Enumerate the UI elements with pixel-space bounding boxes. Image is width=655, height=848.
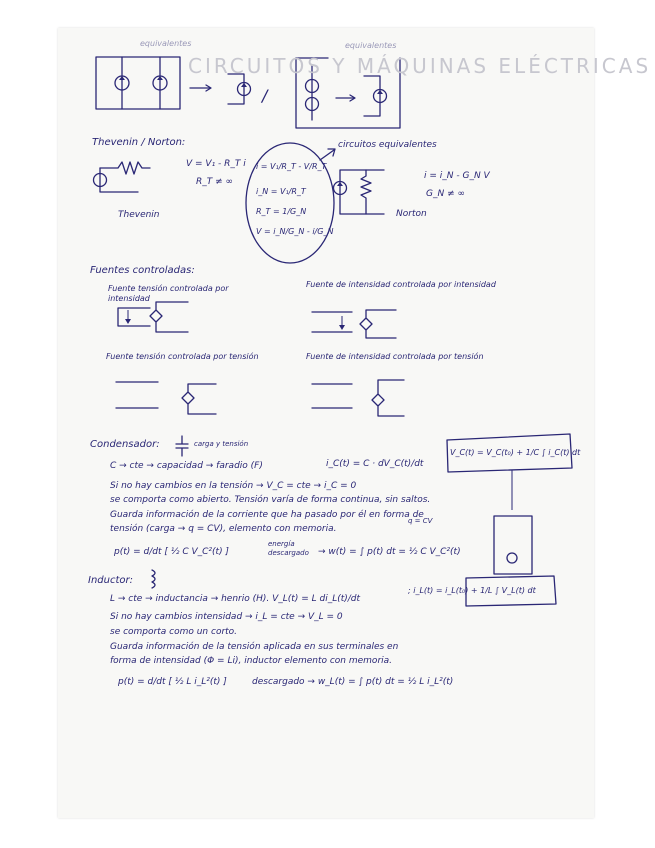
section-title-fuentes: Fuentes controladas: [90,265,195,276]
inductor-power-formula: p(t) = d/dt [ ½ L i_L²(t) ] [118,677,227,687]
capacitor-line-2: Si no hay cambios en la tensión → V_C = cte → i_C = 0 [110,481,357,491]
source-item-1: Fuente tensión controlada por intensidad [108,284,229,304]
source-item-4: Fuente de intensidad controlada por tensión [306,352,484,361]
formula-bubble [246,143,334,263]
condensador-note: carga y tensión [194,440,249,448]
controlled-source-4 [312,384,352,408]
formula: G_N ≠ ∞ [426,189,465,199]
header-label-right: equivalentes [345,41,397,50]
capacitor-line-5: tensión (carga → q = CV), elemento con memoria. [110,524,337,534]
section-title-thevenin-norton: Thevenin / Norton: [92,137,186,148]
capacitor-energy-formula: → w(t) = ∫ p(t) dt = ½ C V_C²(t) [318,547,461,557]
resistor-icon [100,162,150,174]
section-title-inductor: Inductor: [88,575,133,586]
formula: i = i_N - G_N V [424,171,490,181]
dependent-current-source-icon [372,380,404,416]
source-item-2: Fuente de intensidad controlada por intensidad [306,280,496,289]
dependent-voltage-source-icon [182,384,216,414]
capacitor-circuit-sketch [494,516,532,574]
formula: V = i_N/G_N - i/G_N [256,227,334,236]
formula: V = V₁ - R_T i [186,159,246,169]
capacitor-line-4: Guarda información de la corriente que ha pasado por él en forma de [110,510,424,520]
thevenin-label: Thevenin [118,210,160,220]
controlled-source-3 [116,382,158,408]
formula: R_T ≠ ∞ [196,177,234,187]
capacitor-power-formula: p(t) = d/dt [ ½ C V_C²(t) ] [114,547,229,557]
capacitor-line-1: C → cte → capacidad → faradio (F) [110,461,263,471]
dependent-current-source-icon [360,310,396,338]
formula: R_T = 1/G_N [256,207,307,216]
bleed-through-title: CIRCUITOS Y MÁQUINAS ELÉCTRICAS [188,54,652,78]
current-source-icon [507,553,517,563]
thevenin-circuit [100,168,138,192]
source-item-3: Fuente tensión controlada por tensión [106,352,259,361]
energia-label: energía descargado [268,540,309,558]
charge-note: q = CV [408,517,433,525]
norton-circuit [340,170,384,214]
inductor-line-3: se comporta como un corto. [110,627,238,637]
inductor-icon [152,570,155,588]
inductor-energy-formula: descargado → w_L(t) = ∫ p(t) dt = ½ L i_L²(t) [252,677,454,687]
resistor-icon [361,170,371,214]
inductor-current-formula: ; i_L(t) = i_L(t₀) + 1/L ∫ V_L(t) dt [408,586,536,595]
pointer-arrow [320,150,334,160]
inductor-line-1: L → cte → inductancia → henrio (H). V_L(t) = L di_L(t)/dt [110,594,361,604]
circuitos-equivalentes-label: circuitos equivalentes [338,140,437,150]
header-label-left: equivalentes [140,39,192,48]
inductor-line-4: Guarda información de la tensión aplicada en sus terminales en [110,642,399,652]
formula: i = V₁/R_T - V/R_T [256,162,327,171]
norton-label: Norton [396,209,427,219]
separator-mark: / [262,86,268,105]
capacitor-voltage-formula: V_C(t) = V_C(t₀) + 1/C ∫ i_C(t) dt [450,448,581,457]
section-title-condensador: Condensador: [90,439,160,450]
capacitor-line-3: se comporta como abierto. Tensión varía de forma continua, sin saltos. [110,495,431,505]
controlled-source-1 [118,308,150,326]
capacitor-current-formula: i_C(t) = C · dV_C(t)/dt [326,459,424,469]
inductor-line-2: Si no hay cambios intensidad → i_L = cte → V_L = 0 [110,612,343,622]
inductor-line-5: forma de intensidad (Φ = Li), inductor elemento con memoria. [110,656,393,666]
controlled-source-2 [312,312,352,332]
capacitor-icon [176,436,188,456]
formula: i_N = V₁/R_T [256,187,306,196]
dependent-voltage-source-icon [150,302,188,332]
